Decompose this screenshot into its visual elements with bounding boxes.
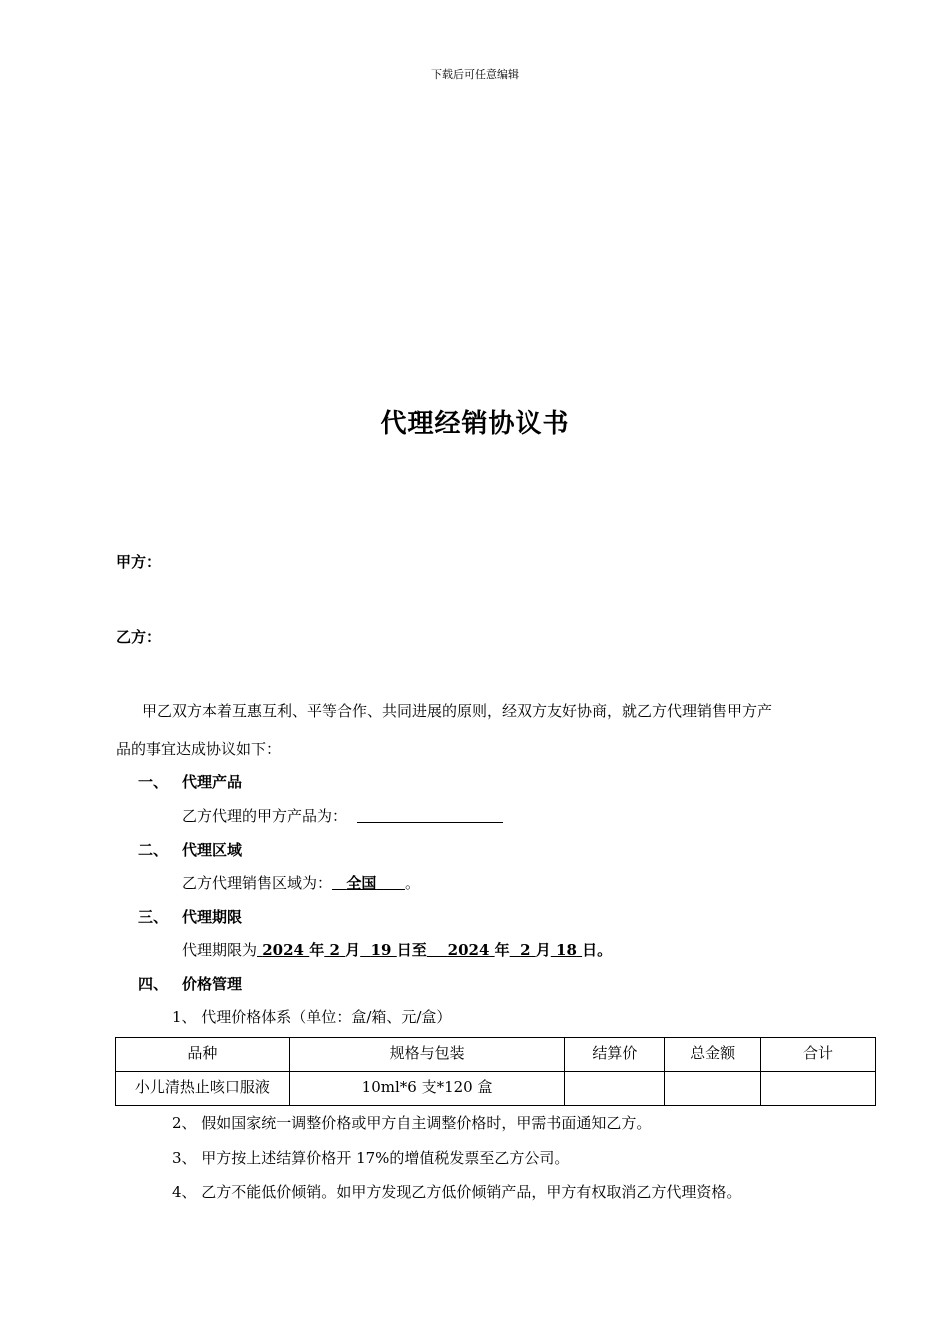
party-a-label: 甲方：: [116, 553, 162, 571]
product-label: 乙方代理的甲方产品为：: [182, 807, 348, 825]
section-1-title: 代理产品: [182, 773, 243, 791]
product-blank: [357, 808, 503, 823]
cell-spec: 10ml*6 支*120 盒: [289, 1072, 565, 1106]
cell-sum: [761, 1072, 876, 1106]
term-year-char-2: 年: [494, 941, 510, 959]
section-2-text: [182, 872, 420, 893]
price-table: [115, 1037, 876, 1106]
intro-line-1: 甲乙双方本着互惠互利、平等合作、共同进展的原则，经双方友好协商，就乙方代理销售甲方产: [142, 702, 773, 720]
term-end: 日。: [582, 941, 613, 959]
section-3-title: 代理期限: [182, 908, 243, 926]
section-2-number: 二、: [138, 841, 169, 859]
price-item-3: 3、 甲方按上述结算价格开 17%的增值税发票至乙方公司。: [172, 1149, 570, 1167]
region-value: 全国: [346, 874, 377, 892]
header-settle-price: 结算价: [565, 1038, 665, 1072]
term-to: 日至: [396, 941, 427, 959]
term-prefix: 代理期限为: [182, 941, 258, 959]
term-end-month: 2: [520, 941, 531, 959]
section-1-number: 一、: [138, 773, 169, 791]
header-total-amount: 总金额: [665, 1038, 761, 1072]
term-year-char-1: 年: [309, 941, 325, 959]
section-4-number: 四、: [138, 975, 169, 993]
cell-total-amount: [665, 1072, 761, 1106]
section-4-title: 价格管理: [182, 975, 243, 993]
term-end-year: 2024: [447, 941, 490, 959]
region-label: 乙方代理销售区域为：: [182, 874, 333, 892]
price-table-header-row: [116, 1038, 876, 1072]
price-item-2: 2、 假如国家统一调整价格或甲方自主调整价格时，甲需书面通知乙方。: [172, 1114, 652, 1132]
page-header-note: 下载后可任意编辑: [431, 68, 519, 81]
table-row: [116, 1072, 876, 1106]
term-month-char-1: 月: [345, 941, 361, 959]
header-spec: 规格与包装: [289, 1038, 565, 1072]
term-start-day: 19: [370, 941, 392, 959]
party-b-label: 乙方：: [116, 628, 162, 646]
term-start-month: 2: [329, 941, 340, 959]
cell-variety: 小儿清热止咳口服液: [116, 1072, 290, 1106]
section-2-title: 代理区域: [182, 841, 243, 859]
section-3-number: 三、: [138, 908, 169, 926]
header-sum: 合计: [761, 1038, 876, 1072]
term-month-char-2: 月: [535, 941, 551, 959]
intro-line-2: 品的事宜达成协议如下：: [116, 740, 282, 758]
section-3-text: [182, 939, 612, 960]
section-1-text: [182, 805, 503, 826]
price-item-4: 4、 乙方不能低价倾销。如甲方发现乙方低价倾销产品，甲方有权取消乙方代理资格。: [172, 1183, 742, 1201]
price-item-1: 1、 代理价格体系（单位：盒/箱、元/盒）: [172, 1008, 452, 1026]
term-start-year: 2024: [262, 941, 304, 959]
region-suffix: 。: [404, 874, 420, 892]
header-variety: 品种: [116, 1038, 290, 1072]
document-title: 代理经销协议书: [380, 409, 570, 439]
cell-settle-price: [565, 1072, 665, 1106]
term-end-day: 18: [556, 941, 577, 959]
